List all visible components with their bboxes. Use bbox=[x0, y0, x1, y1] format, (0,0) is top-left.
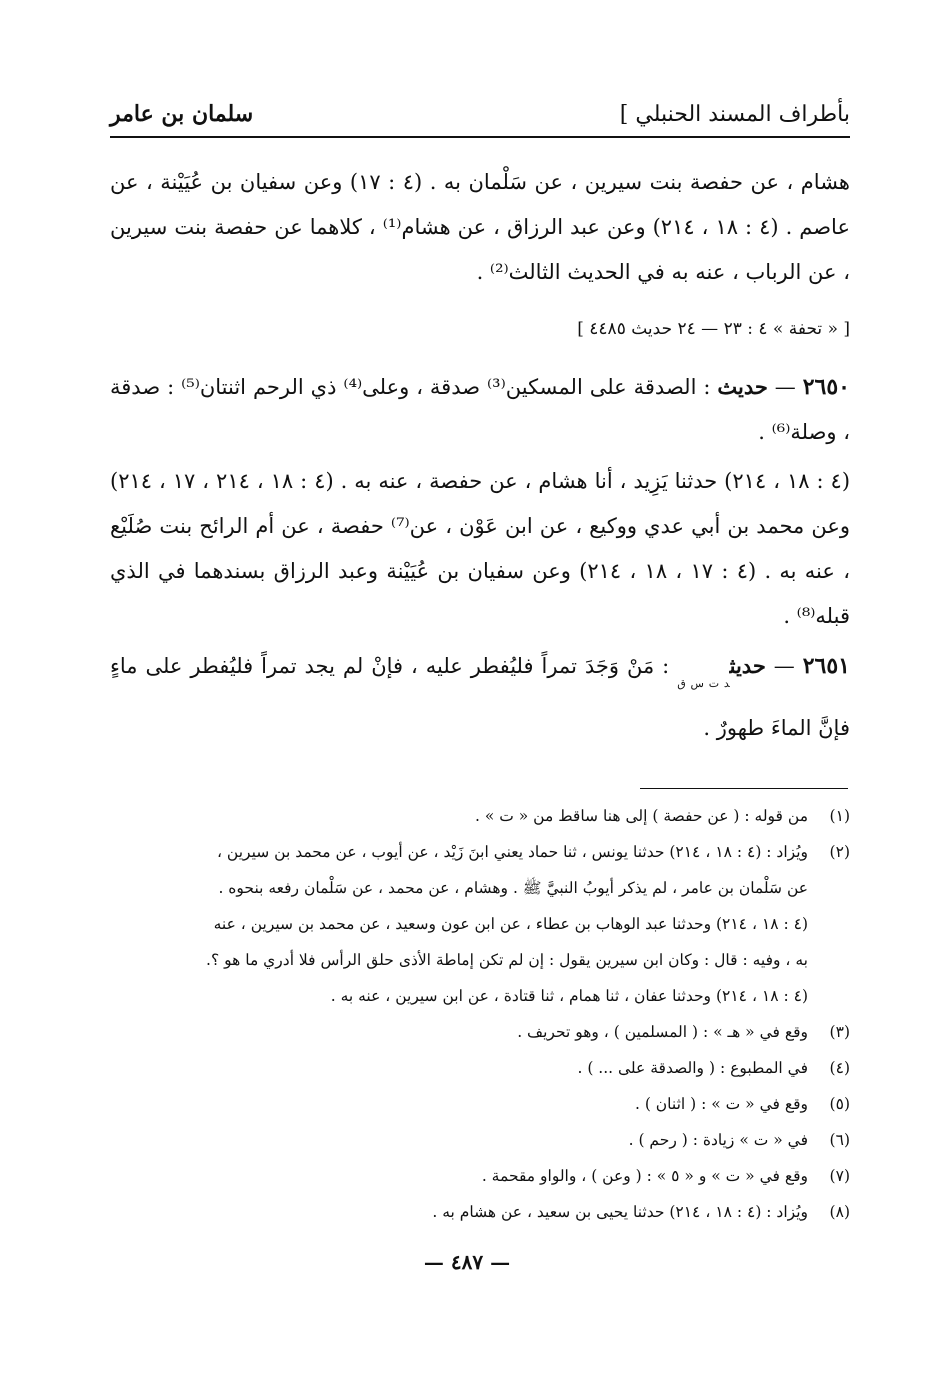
footnote bbox=[110, 834, 850, 870]
running-header bbox=[110, 96, 850, 132]
hadith-source-symbols: د ت س ق bbox=[677, 677, 730, 690]
footnote-number: (٤) bbox=[829, 1059, 850, 1077]
footnote-number: (٣) bbox=[829, 1023, 850, 1041]
footnote-number: (٦) bbox=[829, 1131, 850, 1149]
footnote-number: (٢) bbox=[829, 843, 850, 861]
footnote-continuation: به ، وفيه : قال : وكان ابن سيرين يقول : إن لم تكن إماطة الأذى حلق الرأس فلا أدري ما هو ؟. bbox=[206, 951, 808, 969]
page-number: — ٤٨٧ — bbox=[423, 1250, 511, 1274]
hadith-text: : الصدقة على المسكين⁽³⁾ صدقة ، وعلى⁽⁴⁾ ذي الرحم اثنتان⁽⁵⁾ : صدقة ، وصلة⁽⁶⁾ . bbox=[110, 375, 850, 444]
footnote-number: (٥) bbox=[829, 1095, 850, 1113]
book-title: بأطراف المسند الحنبلي ] bbox=[619, 101, 850, 127]
footnote-text: وقع في « ت » و « ٥ » : ( وعن ) ، والواو مقحمة . bbox=[481, 1167, 808, 1185]
hadith-label: حديث bbox=[729, 653, 766, 678]
tuhfa-reference: [ « تحفة » ٤ : ٢٣ — ٢٤ حديث ٤٤٨٥ ] bbox=[577, 319, 850, 339]
footnote-text: ويُزاد : (٤ : ١٨ ، ٢١٤) حدثنا يونس ، ثنا حماد يعني ابنَ زَيْد ، عن أيوب ، عن محمد بن سيرين ، bbox=[216, 843, 808, 861]
footnote bbox=[110, 1194, 850, 1230]
footnote-text: وقع في « هـ » : ( المسلمين ) ، وهو تحريف . bbox=[517, 1023, 808, 1041]
footnote-continuation: (٤ : ١٨ ، ٢١٤) وحدثنا عفان ، ثنا همام ، ثنا قتادة ، عن ابن سيرين ، عنه به . bbox=[330, 987, 808, 1005]
footnote-number: (٨) bbox=[829, 1203, 850, 1221]
footnote bbox=[110, 1086, 850, 1122]
footnote-text: في « ت » زيادة : ( رحم ) . bbox=[628, 1131, 808, 1149]
footnote-text: وقع في « ت » : ( اثنان ) . bbox=[634, 1095, 808, 1113]
hadith-number: ٢٦٥٠ bbox=[802, 374, 850, 400]
main-text bbox=[110, 160, 850, 751]
hadith-2651 bbox=[110, 643, 850, 751]
paragraph-continuation: هشام ، عن حفصة بنت سيرين ، عن سَلْمان به . (٤ : ١٧) وعن سفيان بن عُيَيْنة ، عن عاصم . (٤ : ١٨ ، ٢١٤) وعن عبد الرزاق ، عن هشام⁽¹⁾ ، كلاهما عن حفصة بنت سيرين ، عن الرباب ، عنه به في الحديث الثالث⁽²⁾ . bbox=[110, 170, 850, 284]
footnote-continuation: عن سَلْمان بن عامر ، لم يذكر أيوبُ النبيَّ ﷺ . وهشام ، عن محمد ، عن سَلْمان رفعه بنحوه . bbox=[218, 879, 808, 897]
footnote bbox=[110, 1050, 850, 1086]
footnote bbox=[110, 798, 850, 834]
hadith-2650-chain: (٤ : ١٨ ، ٢١٤) حدثنا يَزِيد ، أنا هشام ، عن حفصة ، عنه به . (٤ : ١٨ ، ٢١٤ ، ١٧ ، ٢١٤) وعن محمد بن أبي عدي ووكيع ، عن ابن عَوْن ، عن⁽⁷⁾ حفصة ، عن أم الرائح بنت صُلَيْع ، عنه به . (٤ : ١٧ ، ١٨ ، ٢١٤) وعن سفيان بن عُيَيْنة وعبد الرزاق بسندهما في الذي قبله⁽⁸⁾ . bbox=[110, 469, 851, 628]
hadith-2650 bbox=[110, 364, 850, 455]
footnote bbox=[110, 1122, 850, 1158]
footnote-text: ويُزاد : (٤ : ١٨ ، ٢١٤) حدثنا يحيى بن سعيد ، عن هشام به . bbox=[432, 1203, 808, 1221]
footnote bbox=[110, 1158, 850, 1194]
footnote-text: في المطبوع : ( والصدقة على ... ) . bbox=[577, 1059, 808, 1077]
hadith-label: حديث bbox=[717, 374, 768, 399]
hadith-text: : مَنْ وَجَدَ تمراً فليُفطر عليه ، فإنْ لم يجد تمراً فليُفطر على ماءٍ فإنَّ الماءَ طهورٌ . bbox=[110, 654, 850, 740]
footnote-continuation: (٤ : ١٨ ، ٢١٤) وحدثنا عبد الوهاب بن عطاء ، عن ابن عون وسعيد ، عن محمد بن سيرين ، عنه bbox=[213, 915, 808, 933]
hadith-dash: — bbox=[765, 654, 803, 678]
footnote-text: من قوله : ( عن حفصة ) إلى هنا ساقط من « ت » . bbox=[474, 807, 808, 825]
footnote-number: (٧) bbox=[829, 1167, 850, 1185]
footnotes bbox=[110, 798, 850, 1230]
header-rule bbox=[110, 136, 850, 138]
footnote-separator bbox=[640, 788, 848, 789]
footnote-number: (١) bbox=[829, 807, 850, 825]
hadith-number: ٢٦٥١ bbox=[802, 653, 850, 679]
chapter-title: سلمان بن عامر bbox=[110, 101, 254, 127]
hadith-dash: — bbox=[767, 375, 803, 399]
footnote bbox=[110, 1014, 850, 1050]
